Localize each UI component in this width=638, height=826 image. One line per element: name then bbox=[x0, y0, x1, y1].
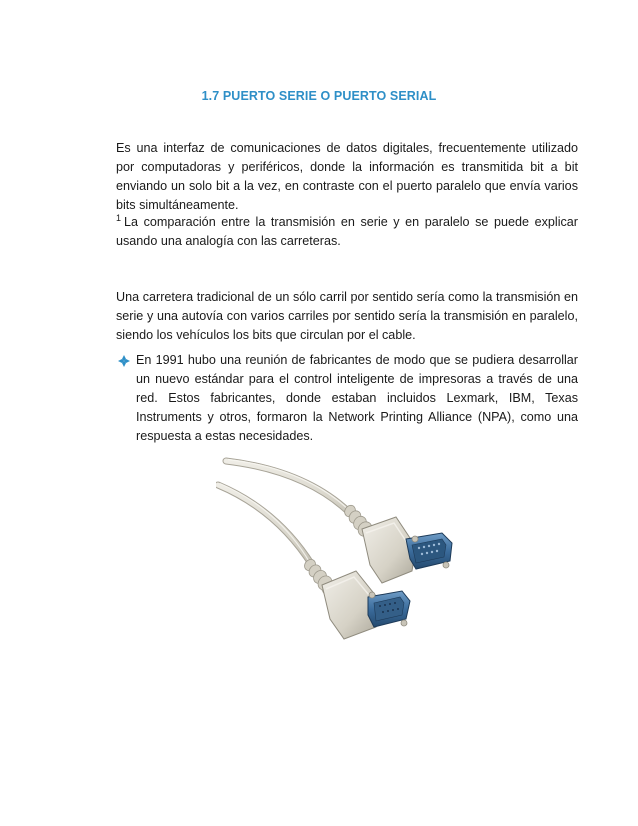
bullet-text: En 1991 hubo una reunión de fabricantes de modo que se pudiera desarrollar un nuevo estándar para el control inteligente de impresoras a través de una red. Estos fabricantes, donde estaban incluidos Lexmark, IBM, Texas Instruments y otros, formaron la Network Printing Alliance (NPA), como una respuesta a estas necesidades. bbox=[136, 353, 578, 443]
paragraph-analogy bbox=[116, 213, 578, 251]
diamond-bullet-icon bbox=[118, 355, 130, 367]
bullet-item bbox=[116, 351, 578, 446]
paragraph-road-analogy: Una carretera tradicional de un sólo carril por sentido sería como la transmisión en serie y una autovía con varios carriles por sentido sería la transmisión en paralelo, siendo los vehículos los bits que circulan por el cable. bbox=[116, 290, 578, 342]
serial-cable-image bbox=[216, 447, 460, 643]
footnote-mark: 1 bbox=[116, 212, 122, 223]
paragraph-definition: Es una interfaz de comunicaciones de datos digitales, frecuentemente utilizado por computadoras y periféricos, donde la información es transmitida bit a bit enviando un solo bit a la vez, en contraste con el puerto paralelo que envía varios bits simultáneamente. bbox=[116, 141, 578, 212]
paragraph-analogy-text: La comparación entre la transmisión en serie y en paralelo se puede explicar usando una analogía con las carreteras. bbox=[116, 215, 578, 248]
section-heading: 1.7 PUERTO SERIE O PUERTO SERIAL bbox=[201, 89, 437, 103]
